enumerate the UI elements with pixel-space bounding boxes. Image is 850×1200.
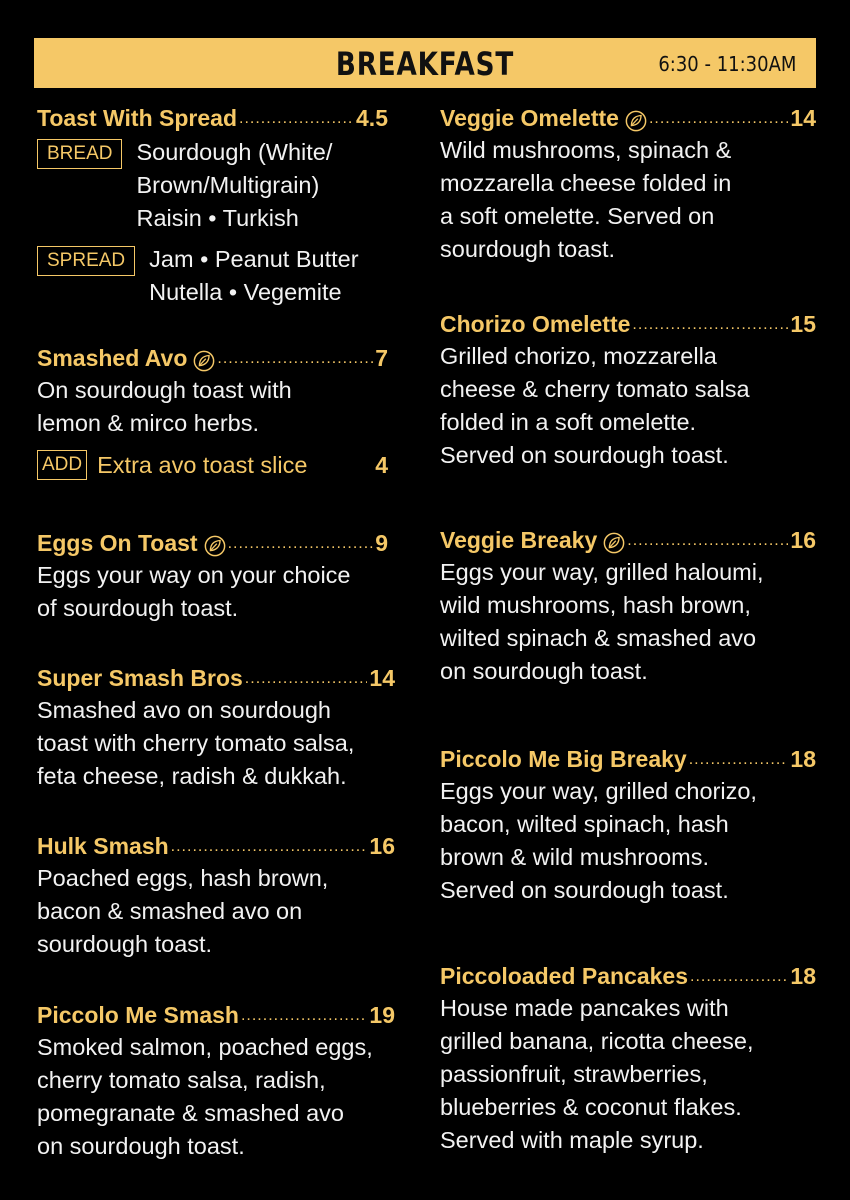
desc-line: Eggs your way, grilled chorizo, (440, 778, 757, 804)
item-price: 14 (790, 105, 816, 131)
bread-tag: BREAD (37, 139, 122, 169)
item-description (37, 862, 415, 961)
item-price: 16 (369, 833, 395, 859)
item-price: 14 (369, 665, 395, 691)
desc-line: blueberries & coconut flakes. (440, 1094, 742, 1120)
dot-leader (690, 969, 788, 985)
desc-line: passionfruit, strawberries, (440, 1061, 708, 1087)
dot-leader (689, 752, 789, 768)
desc-line: cherry tomato salsa, radish, (37, 1067, 326, 1093)
leaf-icon (193, 350, 215, 372)
item-name: Piccolo Me Big Breaky (440, 746, 687, 772)
item-name: Piccolo Me Smash (37, 1002, 239, 1028)
dot-leader (245, 671, 368, 687)
menu-item-super-smash-bros (37, 660, 415, 793)
menu-item-veggie-breaky (440, 522, 816, 688)
bread-options (37, 136, 415, 235)
desc-line: sourdough toast. (440, 236, 616, 262)
item-description (440, 992, 816, 1157)
item-name: Chorizo Omelette (440, 311, 631, 337)
desc-line: feta cheese, radish & dukkah. (37, 763, 347, 789)
menu-title: BREAKFAST (335, 45, 515, 83)
desc-line: Grilled chorizo, mozzarella (440, 343, 717, 369)
menu-item-chorizo-omelette (440, 306, 816, 472)
desc-line: lemon & mirco herbs. (37, 410, 260, 436)
desc-line: Eggs your way on your choice (37, 562, 351, 588)
leaf-icon (625, 110, 647, 132)
item-name: Smashed Avo (37, 345, 188, 371)
desc-line: Wild mushrooms, spinach & (440, 137, 732, 163)
item-name: Veggie Breaky (440, 527, 598, 553)
spread-options (37, 243, 415, 309)
dot-leader (632, 317, 788, 333)
leaf-icon (204, 535, 226, 557)
desc-line: Poached eggs, hash brown, (37, 865, 329, 891)
desc-line: folded in a soft omelette. (440, 409, 697, 435)
dot-leader (627, 533, 788, 549)
dot-leader (649, 111, 788, 127)
desc-line: a soft omelette. Served on (440, 203, 715, 229)
desc-line: House made pancakes with (440, 995, 729, 1021)
desc-line: bacon & smashed avo on (37, 898, 303, 924)
dot-leader (217, 351, 373, 367)
spread-options-text (149, 243, 358, 309)
desc-line: bacon, wilted spinach, hash (440, 811, 729, 837)
desc-line: Served on sourdough toast. (440, 442, 729, 468)
desc-line: wild mushrooms, hash brown, (440, 592, 751, 618)
item-description (37, 694, 415, 793)
desc-line: cheese & cherry tomato salsa (440, 376, 750, 402)
spread-tag: SPREAD (37, 246, 135, 276)
item-description (440, 134, 816, 266)
item-name: Super Smash Bros (37, 665, 243, 691)
menu-item-piccolo-me-big-breaky (440, 741, 816, 907)
desc-line: toast with cherry tomato salsa, (37, 730, 355, 756)
item-price: 18 (790, 963, 816, 989)
desc-line: Smoked salmon, poached eggs, (37, 1034, 373, 1060)
desc-line: pomegranate & smashed avo (37, 1100, 344, 1126)
desc-line: Served with maple syrup. (440, 1127, 704, 1153)
item-price: 9 (375, 530, 388, 556)
bread-line: Raisin • Turkish (136, 205, 299, 231)
spread-line: Nutella • Vegemite (149, 279, 342, 305)
desc-line: sourdough toast. (37, 931, 213, 957)
desc-line: mozzarella cheese folded in (440, 170, 732, 196)
menu-header (34, 38, 816, 88)
spread-line: Jam • Peanut Butter (149, 246, 359, 272)
add-tag: ADD (37, 450, 87, 480)
dot-leader (228, 536, 374, 552)
dot-leader (241, 1008, 367, 1024)
desc-line: grilled banana, ricotta cheese, (440, 1028, 754, 1054)
menu-item-smashed-avo (37, 340, 415, 480)
item-description (37, 374, 415, 440)
item-description (440, 775, 816, 907)
item-name: Toast With Spread (37, 105, 237, 131)
menu-item-eggs-on-toast (37, 525, 415, 625)
desc-line: on sourdough toast. (37, 1133, 245, 1159)
item-price: 7 (375, 345, 388, 371)
item-description (440, 340, 816, 472)
menu-item-piccoloaded-pancakes (440, 958, 816, 1157)
leaf-icon (603, 532, 625, 554)
desc-line: of sourdough toast. (37, 595, 239, 621)
menu-item-toast-with-spread (37, 100, 415, 309)
menu-item-hulk-smash (37, 828, 415, 961)
dot-leader (171, 839, 368, 855)
item-price: 15 (790, 311, 816, 337)
item-name: Piccoloaded Pancakes (440, 963, 689, 989)
desc-line: Served on sourdough toast. (440, 877, 729, 903)
item-price: 16 (790, 527, 816, 553)
desc-line: brown & wild mushrooms. (440, 844, 710, 870)
item-name: Hulk Smash (37, 833, 169, 859)
desc-line: Eggs your way, grilled haloumi, (440, 559, 764, 585)
dot-leader (239, 111, 354, 127)
bread-line: Sourdough (White/ (136, 139, 333, 165)
item-description (440, 556, 816, 688)
desc-line: Smashed avo on sourdough (37, 697, 331, 723)
desc-line: On sourdough toast with (37, 377, 292, 403)
bread-options-text (136, 136, 332, 235)
add-on (37, 450, 415, 480)
add-on-text: Extra avo toast slice (97, 451, 308, 478)
item-price: 19 (369, 1002, 395, 1028)
item-description (37, 559, 415, 625)
menu-item-veggie-omelette (440, 100, 816, 266)
add-on-price: 4 (375, 451, 388, 478)
item-name: Eggs On Toast (37, 530, 198, 556)
item-price: 18 (790, 746, 816, 772)
desc-line: on sourdough toast. (440, 658, 648, 684)
item-name: Veggie Omelette (440, 105, 619, 131)
menu-item-piccolo-me-smash (37, 997, 415, 1163)
bread-line: Brown/Multigrain) (136, 172, 320, 198)
opening-hours: 6:30 - 11:30AM (657, 52, 796, 76)
desc-line: wilted spinach & smashed avo (440, 625, 757, 651)
item-price: 4.5 (356, 105, 388, 131)
item-description (37, 1031, 415, 1163)
